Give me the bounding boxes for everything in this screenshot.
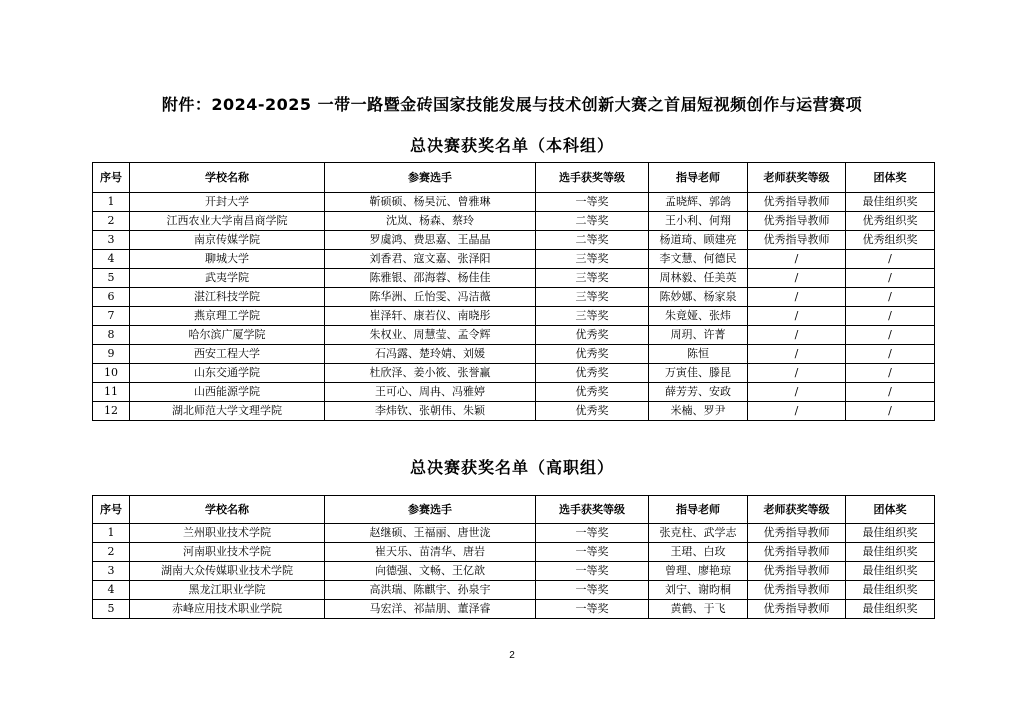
- col-advisor-award-cell: /: [748, 383, 846, 402]
- col-team-award-cell: 优秀组织奖: [846, 231, 935, 250]
- col-advisors-cell: 陈恒: [649, 345, 748, 364]
- col-school-cell: 山东交通学院: [130, 364, 325, 383]
- col-contestants-cell: 罗虞鸿、费思嘉、王晶晶: [325, 231, 536, 250]
- col-team-award-cell: 最佳组织奖: [846, 562, 935, 581]
- col-team-award-cell: /: [846, 364, 935, 383]
- col-team-award-cell: 最佳组织奖: [846, 524, 935, 543]
- col-advisor-award-cell: 优秀指导教师: [748, 543, 846, 562]
- undergrad-table-body: [93, 193, 935, 421]
- col-advisors-cell: 万寅佳、滕昆: [649, 364, 748, 383]
- col-contestant-award-cell: 三等奖: [536, 307, 649, 326]
- col-index-cell: 7: [93, 307, 130, 326]
- col-school-cell: 武夷学院: [130, 269, 325, 288]
- col-advisor-award-cell: /: [748, 326, 846, 345]
- table-row: [93, 402, 935, 421]
- col-index-cell: 10: [93, 364, 130, 383]
- col-index-cell: 3: [93, 231, 130, 250]
- col-advisors-cell: 朱竟娅、张炜: [649, 307, 748, 326]
- header-col-advisor-award: 老师获奖等级: [748, 163, 846, 193]
- header-col-school: 学校名称: [130, 163, 325, 193]
- col-contestants-cell: 石冯露、楚玲婧、刘媛: [325, 345, 536, 364]
- col-index-cell: 11: [93, 383, 130, 402]
- vocational-section-title: 总决赛获奖名单（高职组）: [409, 458, 614, 477]
- col-school-cell: 聊城大学: [130, 250, 325, 269]
- col-contestant-award-cell: 三等奖: [536, 250, 649, 269]
- col-advisor-award-cell: /: [748, 250, 846, 269]
- col-advisor-award-cell: 优秀指导教师: [748, 562, 846, 581]
- col-contestants-cell: 崔泽轩、康若仪、南晓彤: [325, 307, 536, 326]
- col-school-cell: 江西农业大学南昌商学院: [130, 212, 325, 231]
- col-school-cell: 湛江科技学院: [130, 288, 325, 307]
- header-col-advisor-award: 老师获奖等级: [748, 496, 846, 524]
- col-contestants-cell: 崔天乐、苗清华、唐岩: [325, 543, 536, 562]
- col-school-cell: 湖北师范大学文理学院: [130, 402, 325, 421]
- header-col-index: 序号: [93, 163, 130, 193]
- col-contestant-award-cell: 三等奖: [536, 288, 649, 307]
- col-advisors-cell: 杨道琦、顾建亮: [649, 231, 748, 250]
- col-contestant-award-cell: 一等奖: [536, 193, 649, 212]
- col-contestants-cell: 陈雅银、邵海蓉、杨佳佳: [325, 269, 536, 288]
- col-advisors-cell: 米楠、罗尹: [649, 402, 748, 421]
- col-team-award-cell: /: [846, 307, 935, 326]
- col-advisors-cell: 周林毅、任美英: [649, 269, 748, 288]
- col-school-cell: 黑龙江职业学院: [130, 581, 325, 600]
- col-contestants-cell: 杜欣泽、姜小筱、张誉赢: [325, 364, 536, 383]
- col-advisors-cell: 陈妙娜、杨家泉: [649, 288, 748, 307]
- page-number: 2: [509, 650, 515, 661]
- col-contestant-award-cell: 优秀奖: [536, 345, 649, 364]
- vocational-table-body: [93, 524, 935, 619]
- col-index-cell: 6: [93, 288, 130, 307]
- col-advisors-cell: 王珺、白玫: [649, 543, 748, 562]
- col-contestant-award-cell: 优秀奖: [536, 326, 649, 345]
- table-row: [93, 288, 935, 307]
- col-team-award-cell: /: [846, 402, 935, 421]
- col-school-cell: 南京传媒学院: [130, 231, 325, 250]
- col-advisor-award-cell: /: [748, 364, 846, 383]
- header-row: [93, 496, 935, 524]
- col-contestant-award-cell: 二等奖: [536, 231, 649, 250]
- col-contestants-cell: 李炜钦、张朝伟、朱颖: [325, 402, 536, 421]
- col-contestant-award-cell: 一等奖: [536, 581, 649, 600]
- col-advisor-award-cell: /: [748, 288, 846, 307]
- col-advisor-award-cell: 优秀指导教师: [748, 193, 846, 212]
- col-index-cell: 3: [93, 562, 130, 581]
- table-row: [93, 269, 935, 288]
- table-row: [93, 193, 935, 212]
- col-index-cell: 4: [93, 581, 130, 600]
- header-col-index: 序号: [93, 496, 130, 524]
- col-advisor-award-cell: 优秀指导教师: [748, 581, 846, 600]
- col-index-cell: 1: [93, 524, 130, 543]
- col-contestant-award-cell: 优秀奖: [536, 383, 649, 402]
- col-school-cell: 哈尔滨广厦学院: [130, 326, 325, 345]
- col-team-award-cell: 最佳组织奖: [846, 581, 935, 600]
- col-index-cell: 4: [93, 250, 130, 269]
- col-index-cell: 2: [93, 543, 130, 562]
- col-index-cell: 8: [93, 326, 130, 345]
- col-advisors-cell: 薛芳芳、安政: [649, 383, 748, 402]
- col-contestants-cell: 朱权业、周慧莹、孟令辉: [325, 326, 536, 345]
- vocational-award-table: [92, 495, 935, 619]
- col-advisor-award-cell: /: [748, 345, 846, 364]
- col-advisors-cell: 曾理、廖艳琼: [649, 562, 748, 581]
- col-team-award-cell: 最佳组织奖: [846, 543, 935, 562]
- col-team-award-cell: /: [846, 383, 935, 402]
- page-title: 附件：2024-2025 一带一路暨金砖国家技能发展与技术创新大赛之首届短视频创作与运营赛项: [161, 95, 863, 114]
- table-row: [93, 250, 935, 269]
- col-advisors-cell: 黄鹤、于飞: [649, 600, 748, 619]
- col-contestants-cell: 沈岚、杨森、蔡玲: [325, 212, 536, 231]
- col-advisors-cell: 孟晓辉、郭鸽: [649, 193, 748, 212]
- table-row: [93, 543, 935, 562]
- col-index-cell: 2: [93, 212, 130, 231]
- col-contestants-cell: 陈华洲、丘怡雯、冯洁薇: [325, 288, 536, 307]
- col-advisor-award-cell: /: [748, 402, 846, 421]
- header-col-advisors: 指导老师: [649, 496, 748, 524]
- col-advisors-cell: 王小利、何翔: [649, 212, 748, 231]
- col-contestant-award-cell: 三等奖: [536, 269, 649, 288]
- col-index-cell: 5: [93, 269, 130, 288]
- col-contestant-award-cell: 二等奖: [536, 212, 649, 231]
- col-advisor-award-cell: 优秀指导教师: [748, 600, 846, 619]
- col-advisor-award-cell: /: [748, 269, 846, 288]
- header-col-advisors: 指导老师: [649, 163, 748, 193]
- header-row: [93, 163, 935, 193]
- col-contestant-award-cell: 一等奖: [536, 543, 649, 562]
- col-contestants-cell: 靳硕硕、杨昊沅、曾雅琳: [325, 193, 536, 212]
- table-row: [93, 383, 935, 402]
- col-index-cell: 5: [93, 600, 130, 619]
- col-team-award-cell: 优秀组织奖: [846, 212, 935, 231]
- col-contestants-cell: 向德强、文畅、王亿歆: [325, 562, 536, 581]
- table-row: [93, 364, 935, 383]
- undergrad-award-table: [92, 162, 935, 421]
- col-team-award-cell: /: [846, 269, 935, 288]
- col-school-cell: 赤峰应用技术职业学院: [130, 600, 325, 619]
- col-school-cell: 山西能源学院: [130, 383, 325, 402]
- col-advisors-cell: 周玥、许菁: [649, 326, 748, 345]
- header-col-team-award: 团体奖: [846, 163, 935, 193]
- col-contestants-cell: 王可心、周冉、冯雅婷: [325, 383, 536, 402]
- table-row: [93, 524, 935, 543]
- col-contestants-cell: 赵继硕、王福丽、唐世泷: [325, 524, 536, 543]
- col-advisor-award-cell: 优秀指导教师: [748, 231, 846, 250]
- table-row: [93, 231, 935, 250]
- col-index-cell: 9: [93, 345, 130, 364]
- col-advisor-award-cell: /: [748, 307, 846, 326]
- col-school-cell: 开封大学: [130, 193, 325, 212]
- col-index-cell: 1: [93, 193, 130, 212]
- col-school-cell: 兰州职业技术学院: [130, 524, 325, 543]
- col-school-cell: 河南职业技术学院: [130, 543, 325, 562]
- col-advisors-cell: 李文慧、何德民: [649, 250, 748, 269]
- undergrad-section-title: 总决赛获奖名单（本科组）: [409, 136, 614, 155]
- table-row: [93, 562, 935, 581]
- col-school-cell: 西安工程大学: [130, 345, 325, 364]
- col-advisors-cell: 刘宁、谢昀桐: [649, 581, 748, 600]
- table-row: [93, 345, 935, 364]
- col-team-award-cell: /: [846, 288, 935, 307]
- col-team-award-cell: 最佳组织奖: [846, 600, 935, 619]
- table-row: [93, 307, 935, 326]
- col-school-cell: 湖南大众传媒职业技术学院: [130, 562, 325, 581]
- col-advisor-award-cell: 优秀指导教师: [748, 212, 846, 231]
- header-col-team-award: 团体奖: [846, 496, 935, 524]
- col-contestants-cell: 高洪瑞、陈麒宇、孙泉宇: [325, 581, 536, 600]
- col-contestants-cell: 马宏洋、祁喆朋、董泽睿: [325, 600, 536, 619]
- col-contestants-cell: 刘香君、寇文嘉、张泽阳: [325, 250, 536, 269]
- header-col-contestants: 参赛选手: [325, 496, 536, 524]
- col-contestant-award-cell: 优秀奖: [536, 364, 649, 383]
- header-col-school: 学校名称: [130, 496, 325, 524]
- table-row: [93, 581, 935, 600]
- col-contestant-award-cell: 一等奖: [536, 524, 649, 543]
- col-contestant-award-cell: 优秀奖: [536, 402, 649, 421]
- header-col-contestant-award: 选手获奖等级: [536, 163, 649, 193]
- col-advisors-cell: 张克柱、武学志: [649, 524, 748, 543]
- table-row: [93, 212, 935, 231]
- table-row: [93, 600, 935, 619]
- col-index-cell: 12: [93, 402, 130, 421]
- col-team-award-cell: /: [846, 250, 935, 269]
- col-team-award-cell: /: [846, 345, 935, 364]
- col-advisor-award-cell: 优秀指导教师: [748, 524, 846, 543]
- col-contestant-award-cell: 一等奖: [536, 562, 649, 581]
- col-team-award-cell: /: [846, 326, 935, 345]
- col-team-award-cell: 最佳组织奖: [846, 193, 935, 212]
- table-row: [93, 326, 935, 345]
- header-col-contestant-award: 选手获奖等级: [536, 496, 649, 524]
- col-contestant-award-cell: 一等奖: [536, 600, 649, 619]
- header-col-contestants: 参赛选手: [325, 163, 536, 193]
- col-school-cell: 燕京理工学院: [130, 307, 325, 326]
